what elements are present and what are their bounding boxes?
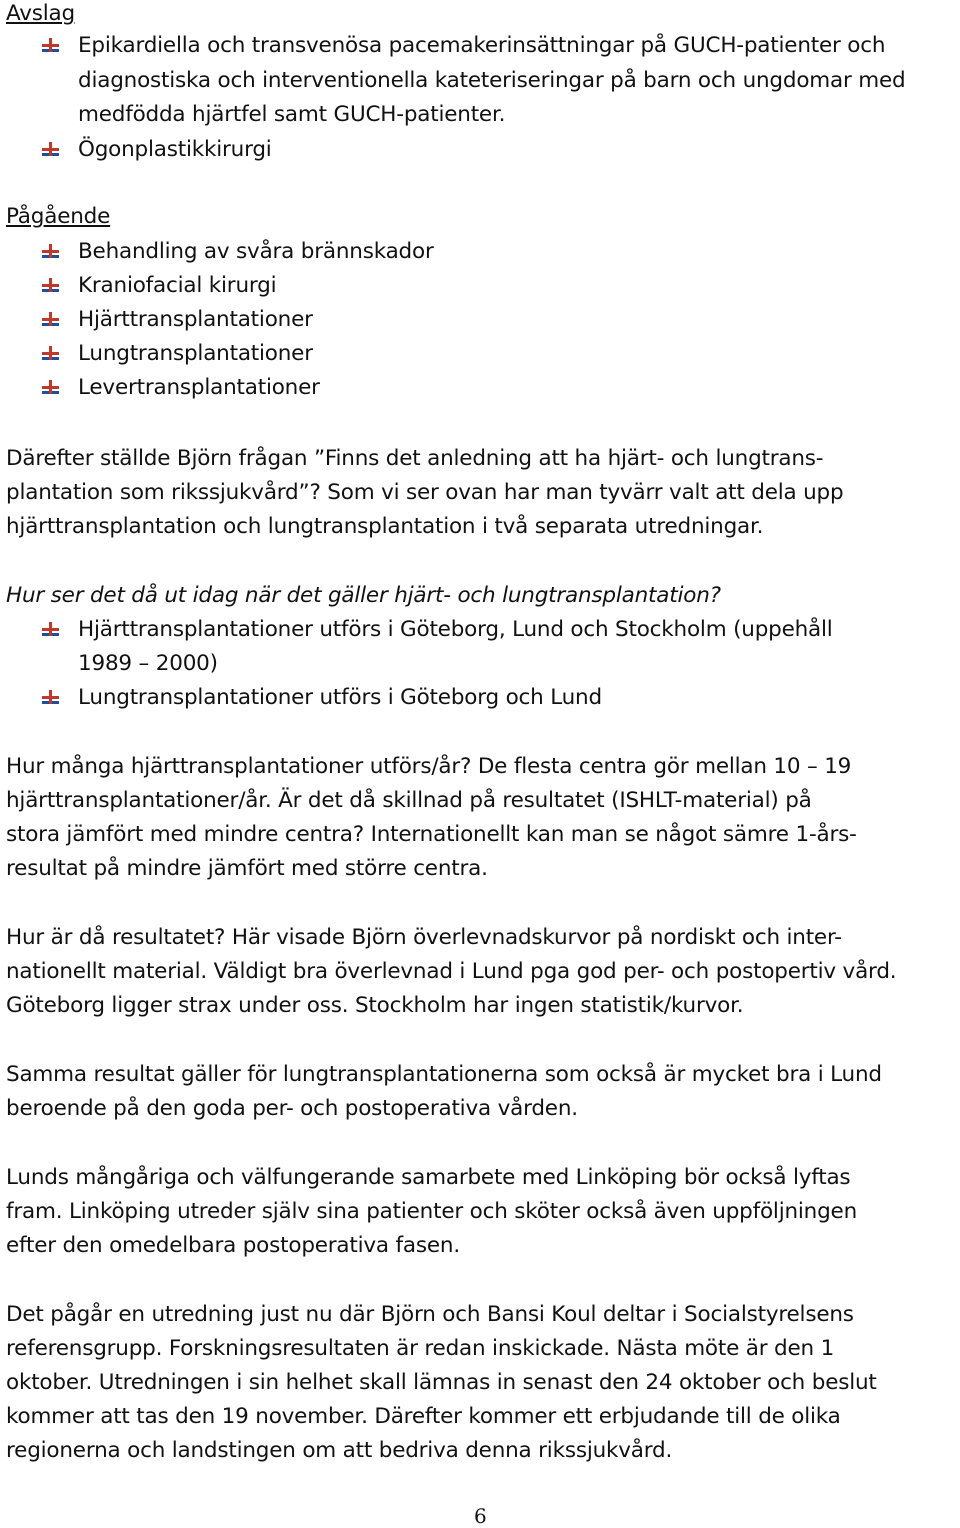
paragraph-line: Göteborg ligger strax under oss. Stockholm har ingen statistik/kurvor. (6, 993, 744, 1018)
paragraph-line: plantation som rikssjukvård”? Som vi ser ovan har man tyvärr valt att dela upp (6, 480, 844, 505)
list-item-cont: diagnostiska och interventionella kateteriseringar på barn och ungdomar med (78, 68, 906, 93)
list-item: Lungtransplantationer (78, 341, 313, 366)
bullet-icon (42, 244, 64, 262)
paragraph-line: Det pågår en utredning just nu där Björn och Bansi Koul deltar i Socialstyrelsens (6, 1302, 854, 1327)
paragraph-line: Samma resultat gäller för lungtransplantationerna som också är mycket bra i Lund (6, 1062, 882, 1087)
paragraph-line: fram. Linköping utreder själv sina patienter och sköter också även uppföljningen (6, 1199, 857, 1224)
bullet-icon (42, 346, 64, 364)
bullet-icon (42, 278, 64, 296)
list-item-cont: 1989 – 2000) (78, 651, 218, 676)
bullet-icon (42, 38, 64, 56)
paragraph-line: Hur många hjärttransplantationer utförs/år? De flesta centra gör mellan 10 – 19 (6, 754, 852, 779)
paragraph-line: resultat på mindre jämfört med större centra. (6, 856, 488, 881)
heading-ongoing: Pågående (6, 204, 111, 229)
paragraph-line: Lunds mångåriga och välfungerande samarbete med Linköping bör också lyftas (6, 1165, 851, 1190)
list-item: Kraniofacial kirurgi (78, 273, 277, 298)
list-item: Ögonplastikkirurgi (78, 137, 272, 162)
paragraph-line: kommer att tas den 19 november. Därefter kommer ett erbjudande till de olika (6, 1404, 841, 1429)
paragraph-line: Därefter ställde Björn frågan ”Finns det anledning att ha hjärt- och lungtrans- (6, 446, 824, 471)
list-item: Lungtransplantationer utförs i Göteborg och Lund (78, 685, 602, 710)
page-number: 6 (474, 1504, 487, 1528)
bullet-icon (42, 622, 64, 640)
paragraph-line: beroende på den goda per- och postoperativa vården. (6, 1096, 578, 1121)
bullet-icon (42, 312, 64, 330)
paragraph-line: efter den omedelbara postoperativa fasen. (6, 1233, 460, 1258)
list-item: Behandling av svåra brännskador (78, 239, 434, 264)
paragraph-line: hjärttransplantation och lungtransplantation i två separata utredningar. (6, 514, 764, 539)
paragraph-line: nationellt material. Väldigt bra överlevnad i Lund pga god per- och postopertiv vård. (6, 959, 897, 984)
list-item: Levertransplantationer (78, 375, 320, 400)
paragraph-line: Hur är då resultatet? Här visade Björn överlevnadskurvor på nordiskt och inter- (6, 925, 842, 950)
list-item: Hjärttransplantationer utförs i Göteborg, Lund och Stockholm (uppehåll (78, 617, 833, 642)
paragraph-line: hjärttransplantationer/år. Är det då skillnad på resultatet (ISHLT-material) på (6, 788, 812, 813)
paragraph-line: referensgrupp. Forskningsresultaten är redan inskickade. Nästa möte är den 1 (6, 1336, 835, 1361)
paragraph-line: oktober. Utredningen i sin helhet skall lämnas in senast den 24 oktober och beslut (6, 1370, 877, 1395)
bullet-icon (42, 690, 64, 708)
heading-declined: Avslag (6, 1, 75, 26)
list-item: Hjärttransplantationer (78, 307, 313, 332)
list-item-cont: medfödda hjärtfel samt GUCH-patienter. (78, 102, 506, 127)
bullet-icon (42, 142, 64, 160)
bullet-icon (42, 380, 64, 398)
list-item: Epikardiella och transvenösa pacemakerinsättningar på GUCH-patienter och (78, 33, 886, 58)
paragraph-line: stora jämfört med mindre centra? Internationellt kan man se något sämre 1-års- (6, 822, 857, 847)
paragraph-line: regionerna och landstingen om att bedriva denna rikssjukvård. (6, 1438, 673, 1463)
question-heading: Hur ser det då ut idag när det gäller hjärt- och lungtransplantation? (6, 583, 721, 608)
